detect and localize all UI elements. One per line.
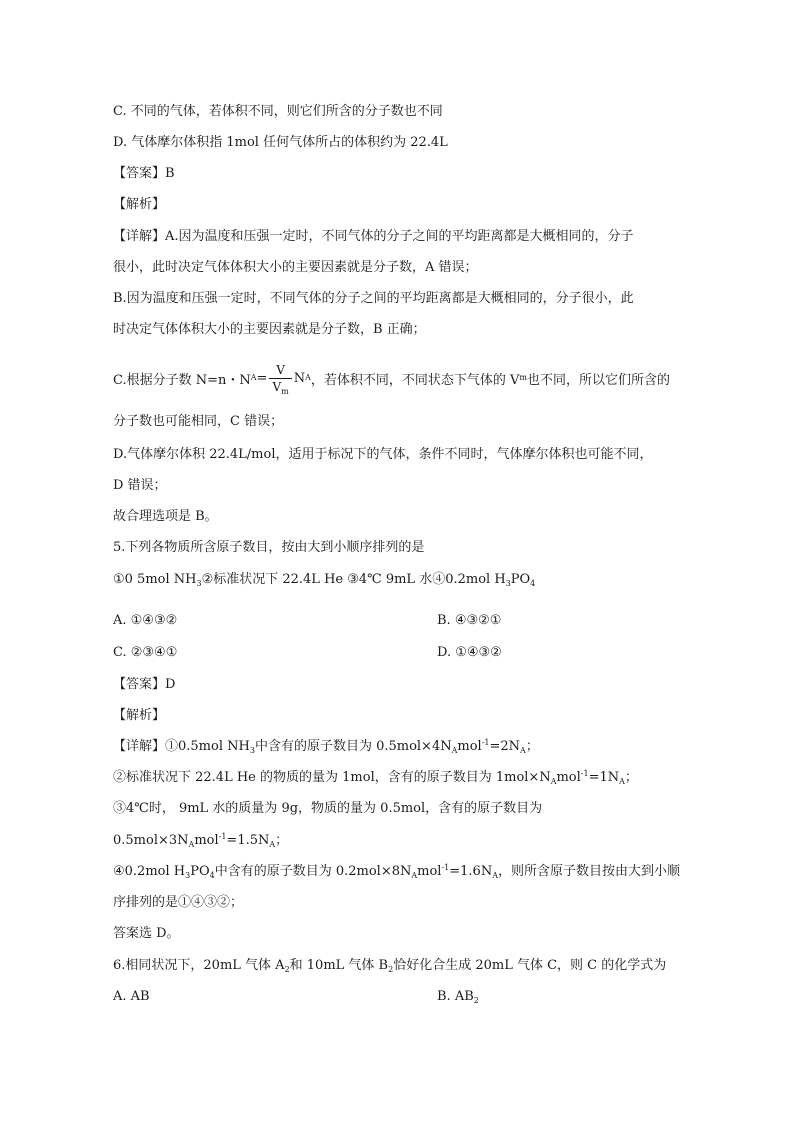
q4-detail-c-line1: C.根据分子数 N=n・N A = $\frac{V}{V_m}$ N A ，若体积不同，不同状态下气体的 V m 也不同，所以它们所含的 [113,362,671,396]
q6-option-a: A. AB [113,989,150,1004]
q4-analysis-heading: 【解析】 [113,197,166,212]
q5-conclusion: 答案选 D。 [113,926,180,941]
q5-detail-4-line1: ④0.2mol $H_3PO_4$中含有的原子数目为 $0.2mol\times 8N_Amol^{-1}=1.6N_A$，则所含原子数目按由大到小顺 [113,863,681,880]
q5-option-d: D. ①④③② [437,645,502,660]
detail-c-mid: ，若体积不同，不同状态下气体的 V [310,372,520,388]
detail-c-end: 也不同，所以它们所含的 [527,372,671,388]
q4-answer: 【答案】B [113,166,175,181]
q4-detail-d-line1: D.气体摩尔体积 22.4L/mol，适用于标况下的气体，条件不同时，气体摩尔体积也可能不同， [113,447,653,462]
q4-detail-a-line1: 【详解】A.因为温度和压强一定时，不同气体的分子之间的平均距离都是大概相同的，分子 [113,229,634,244]
q6-stem: 6.相同状况下，20mL 气体 $A_2$和 10mL 气体 $B_2$恰好化合生成 20mL 气体 C，则 C 的化学式为 [113,958,667,974]
avogadro-symbol: N [293,370,306,386]
q6-option-b: B. $AB_2$ [437,989,479,1005]
q5-detail-4-line2: 序排列的是①④③②； [113,895,244,910]
detail-c-prefix: C.根据分子数 N=n・N [113,372,251,388]
q4-conclusion: 故合理选项是 B。 [113,509,218,524]
fraction-numerator: V [269,364,291,379]
equals-sign: = [256,370,268,386]
q5-detail-3-line1: ③4℃时， 9mL 水的质量为 9g，物质的量为 0.5mol，含有的原子数目为 [113,801,543,816]
q4-detail-d-line2: D 错误； [113,478,167,493]
q5-stem: 5.下列各物质所含原子数目，按由大到小顺序排列的是 [113,540,425,555]
q4-detail-b-line2: 时决定气体体积大小的主要因素就是分子数，B 正确； [113,322,426,337]
fraction-denominator: $V_m$ [272,379,289,396]
q5-answer: 【答案】D [113,677,176,692]
volume-fraction [269,362,291,396]
q5-option-c: C. ②③④① [113,645,178,660]
q4-option-d: D. 气体摩尔体积指 1mol 任何气体所占的体积约为 22.4L [113,135,448,150]
q4-detail-b-line1: B.因为温度和压强一定时，不同气体的分子之间的平均距离都是大概相同的，分子很小，此 [113,291,634,306]
q4-detail-c-line2: 分子数也可能相同，C 错误； [113,414,284,429]
q5-detail-1: 【详解】①0.5mol $NH_3$中含有的原子数目为 $0.5mol\times 4N_Amol^{-1}=2N_A$； [113,738,539,755]
q5-option-a: A. ①④③② [113,613,178,628]
q4-detail-a-line2: 很小，此时决定气体体积大小的主要因素就是分子数，A 错误； [113,260,478,275]
q5-items: ①0 5mol $NH_3②$标准状况下 22.4L He ③4℃ 9mL 水④0.2mol $H_3PO_4$ [113,572,536,588]
q5-analysis-heading: 【解析】 [113,708,166,723]
q5-option-b: B. ④③②① [437,613,502,628]
q5-detail-2: ②标准状况下 22.4L He 的物质的量为 1mol，含有的原子数目为 $1mol\times N_Amol^{-1}=1N_A$； [113,769,638,786]
q4-option-c: C. 不同的气体，若体积不同，则它们所含的分子数也不同 [113,104,443,119]
q5-detail-3-line2: $0.5mol\times 3N_Amol^{-1}=1.5N_A$； [113,832,289,849]
